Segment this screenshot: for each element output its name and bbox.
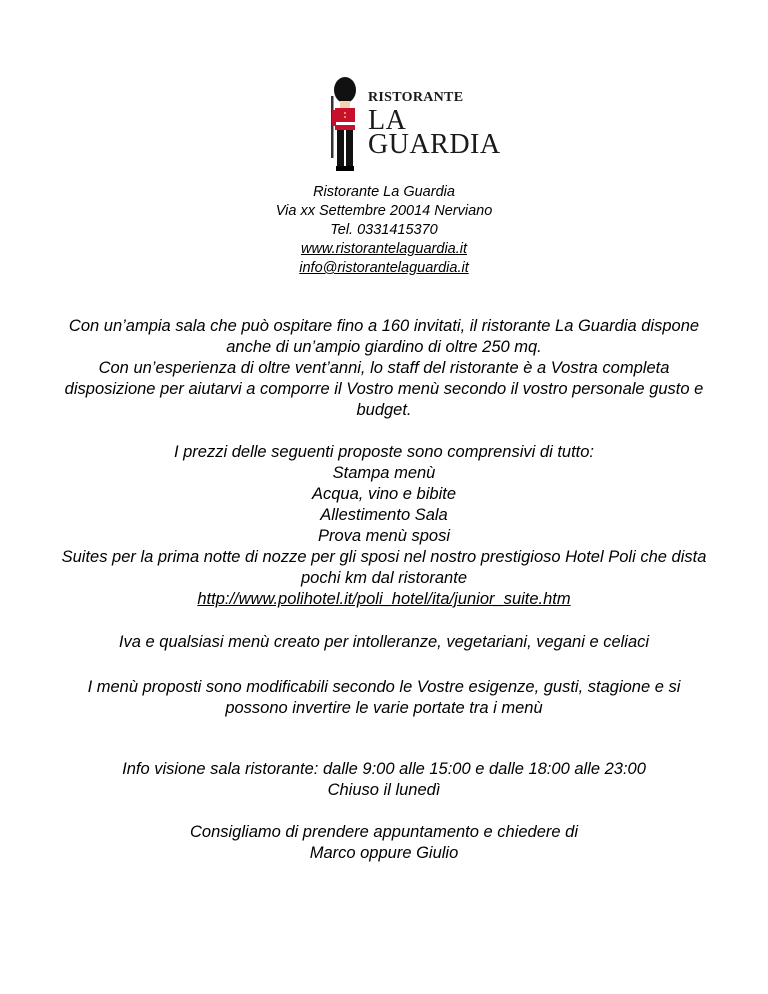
contact-block xyxy=(0,183,768,278)
price-item: Allestimento Sala xyxy=(320,506,448,524)
menu-note xyxy=(0,677,768,719)
email-link[interactable]: info@ristorantelaguardia.it xyxy=(299,260,469,276)
price-item: Acqua, vino e bibite xyxy=(311,485,456,503)
prices-section xyxy=(0,442,768,610)
hours-line: Info visione sala ristorante: dalle 9:00 alle 15:00 e dalle 18:00 alle 23:00 xyxy=(122,760,646,778)
restaurant-name: Ristorante La Guardia xyxy=(313,184,455,200)
logo-text-guardia: GUARDIA xyxy=(368,129,501,160)
price-item: pochi km dal ristorante xyxy=(301,569,467,587)
restaurant-phone: Tel. 0331415370 xyxy=(330,222,438,238)
website-link[interactable]: www.ristorantelaguardia.it xyxy=(300,241,468,257)
iva-note xyxy=(0,632,768,653)
price-item: Suites per la prima notte di nozze per gli sposi nel nostro prestigioso Hotel Poli che dista xyxy=(61,548,707,566)
logo-text-la: LA xyxy=(368,105,407,136)
prices-heading: I prezzi delle seguenti proposte sono comprensivi di tutto: xyxy=(173,443,595,461)
closed-day: Chiuso il lunedì xyxy=(327,781,441,799)
royal-guard-icon xyxy=(328,76,362,172)
iva-line: Iva e qualsiasi menù creato per intolleranze, vegetariani, vegani e celiaci xyxy=(118,633,650,651)
logo-text-ristorante: RISTORANTE xyxy=(368,90,464,105)
appointment-line: Consigliamo di prendere appuntamento e chiedere di xyxy=(190,823,578,841)
hours-section xyxy=(0,759,768,801)
intro-line: Con un’esperienza di oltre vent’anni, lo staff del ristorante è a Vostra completa xyxy=(98,359,670,377)
menu-note-line: I menù proposti sono modificabili secondo le Vostre esigenze, gusti, stagione e si xyxy=(87,678,681,696)
price-item: Stampa menù xyxy=(332,464,436,482)
price-item: Prova menù sposi xyxy=(317,527,451,545)
intro-line: disposizione per aiutarvi a comporre il Vostro menù secondo il vostro personale gusto e xyxy=(64,380,704,398)
restaurant-address: Via xx Settembre 20014 Nerviano xyxy=(275,203,493,219)
hotel-suite-link[interactable]: http://www.polihotel.it/poli_hotel/ita/junior_suite.htm xyxy=(197,590,571,608)
intro-paragraph xyxy=(0,316,768,421)
contact-persons: Marco oppure Giulio xyxy=(309,844,459,862)
menu-note-line: possono invertire le varie portate tra i menù xyxy=(225,699,543,717)
restaurant-logo xyxy=(328,76,508,172)
appointment-section xyxy=(0,822,768,864)
intro-line: Con un’ampia sala che può ospitare fino a 160 invitati, il ristorante La Guardia dispone xyxy=(68,317,700,335)
intro-line: budget. xyxy=(356,401,412,419)
intro-line: anche di un’ampio giardino di oltre 250 mq. xyxy=(226,338,542,356)
